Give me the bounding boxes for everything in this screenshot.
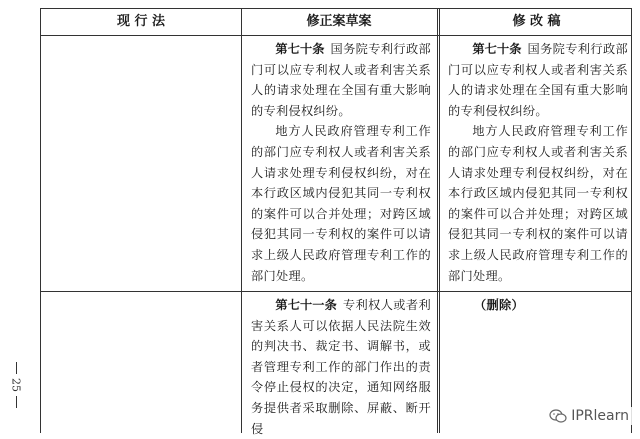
article-text: 专利权人或者利害关系人可以依据人民法院生效的判决书、裁定书、调解书，或者管理专利工作的部门作出的责令停止侵权的决定，通知网络服务提供者采取删除、屏蔽、断开侵 [251,298,432,436]
article-number: 第七十条 [275,42,325,56]
watermark [546,407,632,425]
deleted-label: （删除） [474,298,524,312]
wechat-icon [549,409,567,424]
article-number: 第七十条 [472,42,522,56]
row-divider [41,291,631,292]
column-divider [241,9,242,433]
revised-article-71 [448,295,628,316]
header-divider [41,35,631,36]
article-text: 地方人民政府管理专利工作的部门应专利权人或者利害关系人请求处理专利侵权纠纷，对在本行政区域内侵犯其同一专利权的案件可以合并处理；对跨区域侵犯其同一专利权的案件可以请求上级人民政府管理专利工作的部门处理。 [251,124,431,283]
header-current-law: 现 行 法 [116,14,166,29]
article-text: 国务院专利行政部门可以应专利权人或者利害关系人的请求处理在全国有重大影响的专利侵权纠纷。 [448,42,629,118]
article-text: 地方人民政府管理专利工作的部门应专利权人或者利害关系人请求处理专利侵权纠纷，对在本行政区域内侵犯其同一专利权的案件可以合并处理；对跨区域侵犯其同一专利权的案件可以请求上级人民政府管理专利工作的部门处理。 [448,124,628,283]
header-revised: 修 改 稿 [512,14,561,29]
revised-article-70 [448,39,628,286]
comparison-table [40,8,632,436]
article-number: 第七十一条 [275,298,337,312]
page-number [2,350,30,420]
page-number-text: 25 [9,378,23,392]
column-divider [437,9,440,433]
header-draft: 修正案草案 [306,14,372,29]
watermark-text: IPRlearn [571,408,629,424]
draft-article-71 [251,295,431,439]
draft-article-70 [251,39,431,286]
article-text: 国务院专利行政部门可以应专利权人或者利害关系人的请求处理在全国有重大影响的专利侵权纠纷。 [251,42,432,118]
